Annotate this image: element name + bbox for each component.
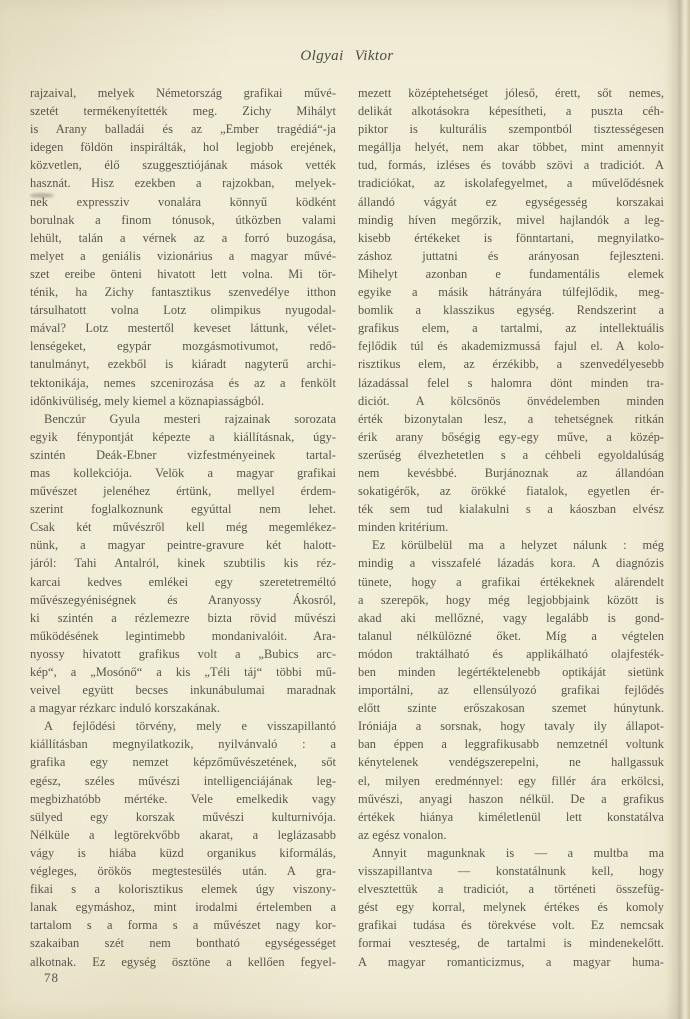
text-line: grafikus elem, a tartalmi, az intellektuális [358,321,664,336]
text-line: mas kollekciója. Velök a magyar grafikai [30,465,336,480]
text-line: szintén Deák-Ebner vizfestményeinek tartal- [30,447,336,462]
text-line: szerint foglalkoznunk egyúttal nem lehet. [30,502,336,517]
page-edge-shadow [666,0,690,1019]
text-line: működésének legintimebb mondanivalóit. Ara- [30,628,336,643]
text-line: fejlődik túl és akademizmussá fajul el. A kolo- [358,339,664,354]
text-line: A fejlődési törvény, mely e visszapillantó [44,719,336,734]
text-line: művészegyéniségnek és Aranyossy Ákosról, [30,592,336,607]
text-line: lehült, talán a vérnek az a forró buzogása, [30,230,336,245]
text-line: kiállításban megnyilatkozik, nyilvánvaló : a [30,737,336,752]
text-line: érték bizonytalan lesz, a tehetségnek ritkán [358,411,664,426]
running-header: Olgyai Viktor [300,48,394,64]
text-line: sokatigérők, az örökké fiatalok, egyetlen ér- [358,484,664,499]
text-line: elvesztettük a tradiciót, a történeti összefüg- [358,882,664,897]
text-line: rajzaival, melyek Németország grafikai művé- [30,86,336,100]
text-line: veivel együtt becses inkunábulumai maradnak [30,683,336,698]
text-line: tünete, hogy a grafikai értékeknek alárendelt [358,574,664,589]
text-line: Nélküle a legtörekvőbb akarat, a leglázasabb [30,827,336,842]
text-line: az egész vonalon. [358,827,447,842]
text-line: tartalom s a forma s a művészet nagy kor- [30,918,336,933]
text-line: egyike a másik hátrányára túlfejlődik, meg- [358,285,664,300]
text-line: risztikus elem, az érzékibb, a szenvedélyesebb [358,357,664,372]
text-line: nyossy hivatott grafikus volt a „Bubics arc- [30,646,336,661]
text-line: piktor is kulturális szempontból tisztességesen [358,122,664,137]
text-line: importálni, az ellensúlyozó grafikai fejlődés [358,683,664,698]
text-line: diciót. A kölcsönös önvédelemben minden [358,393,664,408]
text-line: grafikai tudása és törekvése volt. Ez nemcsak [358,918,664,933]
text-line: is Arany balladái és az „Ember tragédiá“-ja [30,122,336,137]
text-line: nem kevésbbé. Burjánoznak az állandóan [358,465,664,480]
text-line: a szerepök, hogy még legjobbjaink között is [358,592,664,607]
text-line: kép“, a „Mosónő“ a kis „Téli táj“ többi mű- [30,665,336,679]
text-line: kénytelenek vendégszerepelni, ne hallgassuk [358,755,664,770]
text-line: mindig híven megőrzik, mivel hajlandók a leg- [358,212,664,227]
text-line: módon traktálható és applikálható olajfesték- [358,646,664,661]
text-columns [30,84,664,971]
column-left [30,84,336,971]
text-line: megállja helyét, nem akar többet, mint amennyit [358,140,664,155]
text-line: szakaiban szét nem bontható egységességet [30,936,336,951]
text-line: szerűség élvezhetetlen s a céhbeli egyoldalúság [358,447,664,462]
text-line: a magyar rézkarc induló korszakának. [30,701,220,716]
text-line: állandó vágyát ez egységesség korszakai [358,194,664,209]
text-line: el, milyen eredménnyel: egy fillér ára erkölcsi, [358,773,664,788]
text-line: delikát alkotásokra képesítheti, a puszta céh- [358,104,664,119]
text-line: mindig a visszafelé lázadás kora. A diagnózis [358,556,664,571]
text-line: tanulmányt, ezekből is kiáradt nagyterű archi- [30,357,336,372]
text-line: előtt szinte erőszakosan szemet húnytunk. [358,701,664,716]
text-line: Annyit magunknak is — a multba ma [372,845,664,860]
text-line: szet ereibe önteni hivatott lett volna. Mi tör- [30,266,336,281]
text-line: melyet a geniális vizionárius a magyar művé- [30,248,336,263]
text-line: társulhatott volna Lotz olimpikus nyugodal- [30,303,336,318]
text-line: Mihelyt azonban e fundamentális elemek [358,266,664,281]
text-line: tud, formás, izléses és tovább szövi a tradiciót. A [358,158,664,173]
text-line: végleges, örökös megtestesülés után. A gra- [30,864,336,879]
text-line: hasznát. Hisz ezekben a rajzokban, melyek- [30,176,336,191]
page-number: 78 [44,970,59,985]
text-line: kisebb értékeket is fönntartani, megnyilatko- [358,230,664,245]
text-line: A magyar romanticizmus, a magyar huma- [358,954,664,969]
text-line: lanak egymáshoz, mint irodalmi értelemben a [30,900,336,915]
text-line: bomlik a klasszikus egység. Rendszerint a [358,303,664,318]
text-line: visszapillantva — konstatálnunk kell, hogy [358,864,664,879]
text-line: időnkivüliség, mely kiemel a köznapiasságból. [30,393,265,408]
text-line: nünk, a magyar peintre-gravure két halott- [30,538,336,553]
text-line: művészet jelenéhez értünk, mellyel érdem- [30,484,336,499]
text-line: Benczúr Gyula mesteri rajzainak sorozata [44,411,336,426]
text-line: fikai s a kolorisztikus elemek úgy viszony- [30,882,336,897]
text-line: járól: Tahi Antalról, kinek szubtilis kis réz- [30,556,336,571]
text-line: záshoz juttatni és arányosan fejleszteni. [358,248,664,263]
text-line: Iróniája a sorsnak, hogy tavaly ily állapot- [358,719,664,734]
text-line: ték sem tud kialakulni s a káoszban elvész [358,502,664,517]
text-line: érik arany bőségig egy-egy műve, a közép- [358,429,664,444]
text-line: sülyed egy korszak művészi kulturnivója. [30,809,336,824]
text-line: tektonikája, nemes szcenirozása és az a fenkölt [30,375,336,390]
text-line: karcai kedves emlékei egy szeretetreméltó [30,574,336,589]
text-line: gést egy korral, melynek értékes és komoly [358,900,664,915]
text-line: akad aki mellőzné, vagy legalább is gond- [358,610,664,625]
text-line: mával? Lotz mestertől keveset láttunk, vélet- [30,321,336,336]
text-line: ténik, ha Zichy fantasztikus szenvedélye itthon [30,285,336,300]
text-line: vágy is hiába küzd organikus kiformálás, [30,845,336,860]
text-line: borulnak a finom tónusok, útközben valami [30,212,336,227]
text-line: művészi, anyagi haszon nélkül. De a grafikus [358,791,664,806]
text-line: ban éppen a leggrafikusabb nemzetnél voltunk [358,737,664,752]
text-line: minden kritérium. [358,520,449,535]
text-line: nek expressziv vonalára könnyű ködként [30,194,336,209]
text-line: közvetlen, élő szuggesztiójának mások vették [30,158,336,173]
text-line: talanul nélkülözné őket. Míg a végtelen [358,628,664,643]
text-line: ki szintén a rézlemezre bizta rövid művészi [30,610,336,625]
text-line: megbizhatóbb mértéke. Vele emelkedik vagy [30,791,336,806]
text-line: grafika egy nemzet képzőművészetének, sőt [30,755,336,770]
text-line: mezett középtehetséget jóleső, érett, sőt nemes, [358,86,664,100]
column-right [358,84,664,971]
text-line: szetét termékenyítették meg. Zichy Mihályt [30,104,336,119]
text-line: ben minden legértéktelenebb optikáját sietünk [358,665,664,679]
text-line: idegen földön inspirálták, hol legjobb erejének, [30,140,336,155]
text-line: Csak két művészről kell még megemlékez- [30,520,336,535]
text-line: formai veszteség, de tartalmi is mindenekelőtt. [358,936,664,951]
text-line: Ez körülbelül ma a helyzet nálunk : még [372,538,664,553]
text-line: tradiciókat, az iskolafegyelmet, a művelődésnek [358,176,664,191]
text-line: alkotnak. Ez egység ösztöne a kellően fegyel- [30,954,336,969]
text-line: egész, széles művészi intelligenciájának leg- [30,773,336,788]
text-line: lázadással felel s halomra dönt minden tra- [358,375,664,390]
text-line: lenségeket, egypár mozgásmotivumot, redő- [30,339,336,354]
text-line: értékek hiánya kiméletlenül lett konstatálva [358,809,664,824]
text-line: egyik fénypontját képezte a kiállításnak, úgy- [30,429,336,444]
